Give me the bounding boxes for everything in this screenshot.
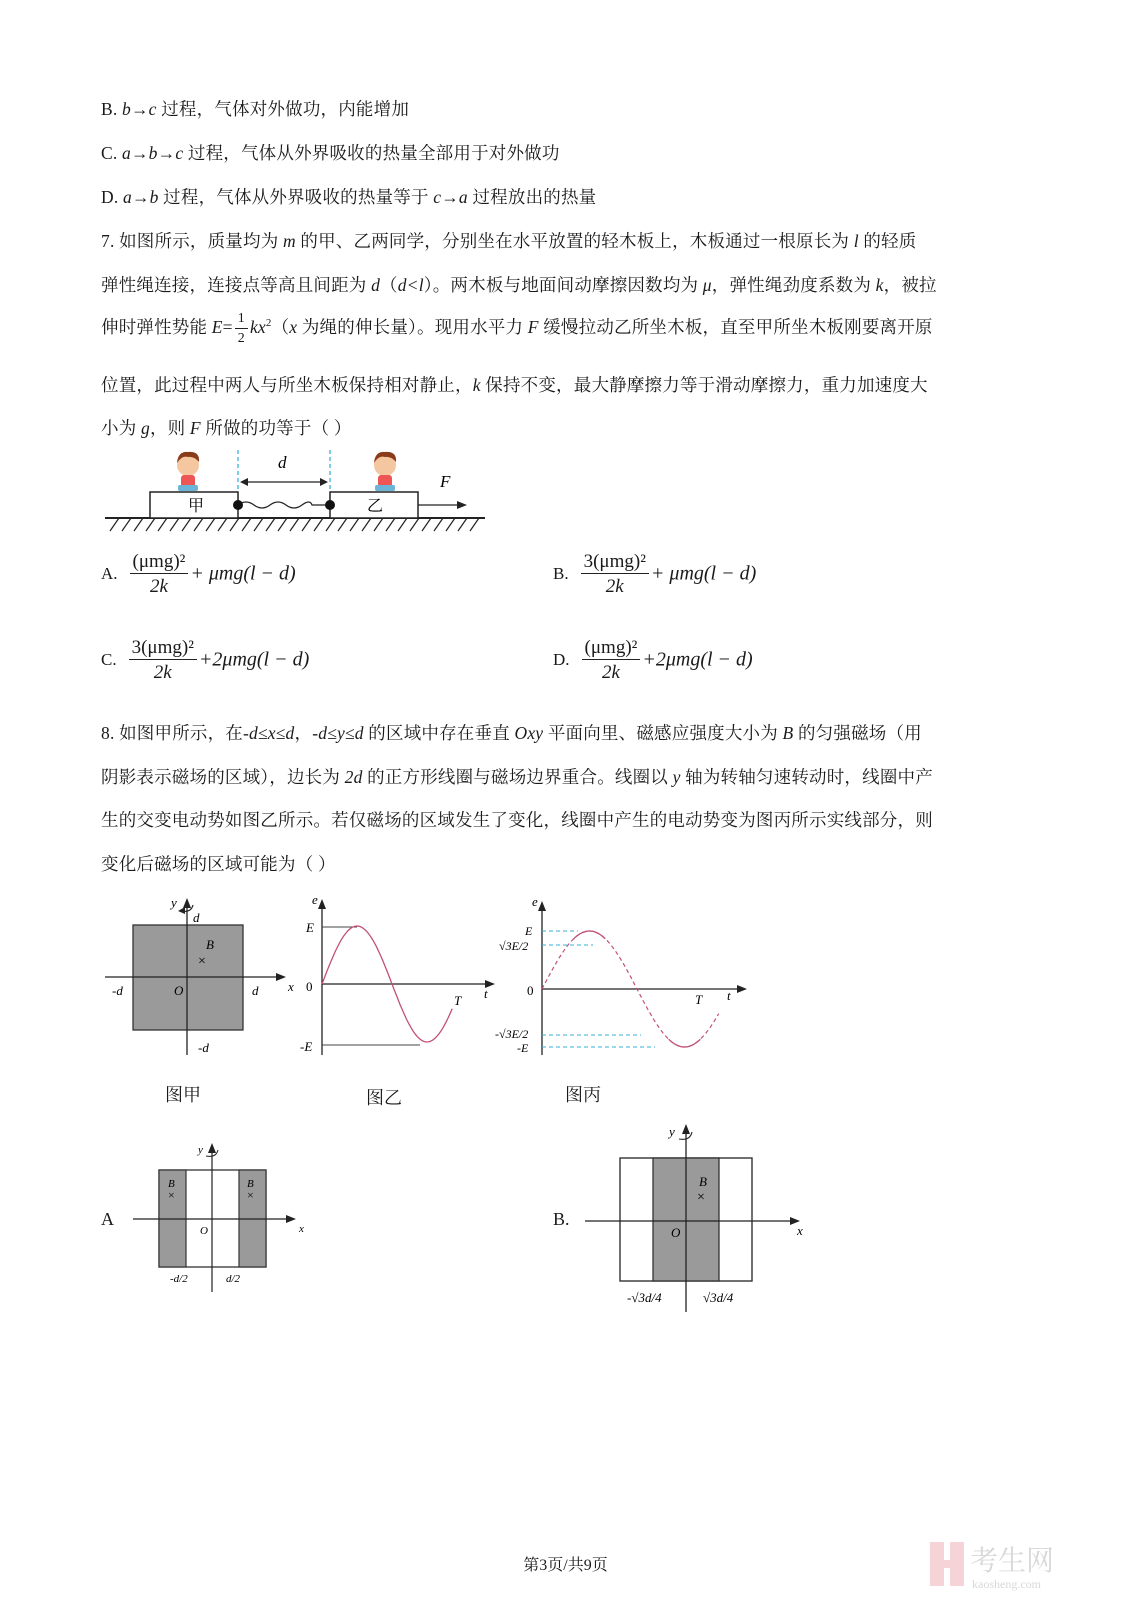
axis-y-label: y xyxy=(198,1144,203,1156)
text: 轴为转轴匀速转动时，线圈中产 xyxy=(680,767,933,787)
option-label: C. xyxy=(101,650,117,669)
axis-y-label: y xyxy=(171,895,177,910)
numerator: 3(μmg)² xyxy=(129,638,197,660)
watermark-logo xyxy=(930,1534,1110,1594)
process-expr: a→b→c xyxy=(122,143,184,163)
fraction xyxy=(130,552,189,596)
numerator: 1 xyxy=(235,312,248,329)
axis-x-label: x xyxy=(797,1223,803,1238)
tick-label: 0 xyxy=(306,979,313,994)
option-text: 过程，气体从外界吸收的热量等于 xyxy=(158,187,434,207)
var: F xyxy=(527,317,539,338)
page-number: 第3页/共9页 xyxy=(523,1557,608,1574)
option-label: D. xyxy=(553,650,570,669)
process-expr: c→a xyxy=(433,187,468,207)
text: ， xyxy=(294,723,313,743)
q7-stem-line3: 伸时弹性势能 E= $\frac{1}{2}$ $kx^2(x$ 为绳的伸长量）。现用水平力 F 缓慢拉动乙所坐木板，直至甲所坐木板刚要离开原 xyxy=(101,311,933,346)
option-tail: +2μmg(l − d) xyxy=(642,648,753,671)
tick-label: -√3E/2 xyxy=(495,1027,529,1041)
var: μ xyxy=(702,275,712,295)
var: l xyxy=(853,231,859,251)
q6-option-b xyxy=(101,96,409,121)
tick-label: √3d/4 xyxy=(703,1290,734,1305)
axis-x-label: x xyxy=(288,979,294,994)
text: 的甲、乙两同学，分别坐在水平放置的轻木板上，木板通过一根原长为 xyxy=(295,231,854,251)
tick-label: -E xyxy=(517,1041,529,1055)
var: F xyxy=(189,418,201,438)
var: 2d xyxy=(344,767,363,787)
joint-left xyxy=(233,500,243,510)
emf-curve-solid xyxy=(669,1039,701,1047)
numerator: (μmg)² xyxy=(130,552,189,574)
watermark-brand: 考生网 xyxy=(970,1546,1055,1577)
field-into-page-icon: × xyxy=(697,1190,705,1205)
denominator: 2 xyxy=(237,331,245,346)
tick-label: 0 xyxy=(527,983,534,998)
watermark-url: kaosheng.com xyxy=(972,1577,1041,1591)
text: 8. 如图甲所示，在 xyxy=(101,723,243,743)
student-yi-icon xyxy=(374,452,396,491)
emf-curve-solid xyxy=(574,931,606,939)
q6-option-c xyxy=(101,140,560,165)
axis-y-label: y xyxy=(669,1124,675,1139)
text: 弹性绳连接，连接点等高且间距为 xyxy=(101,275,372,295)
denominator: 2k xyxy=(149,576,168,597)
q8-option-b-figure xyxy=(585,1120,815,1315)
text: 平面向里、磁感应强度大小为 xyxy=(543,723,783,743)
force-label: F xyxy=(440,472,451,491)
text: 所做的功等于（ ） xyxy=(200,418,352,438)
tick-label: -√3d/4 xyxy=(627,1290,662,1305)
field-into-page-icon: × xyxy=(198,954,206,969)
text: 为绳的伸长量）。现用水平力 xyxy=(297,317,528,338)
exponent: 2 xyxy=(265,317,272,330)
tick-label: E xyxy=(306,920,314,935)
text: 位置，此过程中两人与所坐木板保持相对静止， xyxy=(101,375,473,395)
text: 缓慢拉动乙所坐木板，直至甲所坐木板刚要离开原 xyxy=(538,317,933,338)
q8-stem-line1 xyxy=(101,720,922,745)
option-text: 过程，气体从外界吸收的热量全部用于对外做功 xyxy=(183,143,560,163)
field-label: B xyxy=(206,937,214,952)
board-yi-label: 乙 xyxy=(367,498,384,515)
distance-label: d xyxy=(278,453,287,472)
q7-stem-line4 xyxy=(101,372,928,397)
tick-label: d/2 xyxy=(226,1273,241,1285)
var: g xyxy=(140,418,150,438)
text: ，则 xyxy=(149,418,190,438)
denominator: 2k xyxy=(153,662,172,683)
option-tail: + μmg(l − d) xyxy=(190,562,296,585)
axis-y-label: e xyxy=(532,895,538,909)
tick-label: T xyxy=(454,993,462,1008)
option-label: D. xyxy=(101,187,119,207)
tick-label: T xyxy=(695,992,703,1007)
fraction xyxy=(581,552,649,596)
var: -d≤y≤d xyxy=(312,723,364,743)
axis-y-label: e xyxy=(312,895,318,907)
option-label: C. xyxy=(101,143,118,163)
text: 的区域中存在垂直 xyxy=(363,723,515,743)
option-label: B. xyxy=(553,1209,570,1229)
var: y xyxy=(672,767,681,787)
var: k xyxy=(875,275,884,295)
text: 的匀强磁场（用 xyxy=(793,723,922,743)
q8-option-a-figure xyxy=(128,1140,318,1295)
student-jia-icon xyxy=(177,452,199,491)
option-tail: +2μmg(l − d) xyxy=(198,648,310,671)
var: x xyxy=(289,317,298,338)
text: 保持不变，最大静摩擦力等于滑动摩擦力，重力加速度大 xyxy=(480,375,928,395)
var: -d≤x≤d xyxy=(243,723,295,743)
figure-caption: 图丙 xyxy=(565,1085,601,1105)
denominator: 2k xyxy=(601,662,620,683)
q8-stem-line4 xyxy=(101,851,336,876)
text: ）。两木板与地面间动摩擦因数均为 xyxy=(423,275,703,295)
tick-label: -d xyxy=(198,1040,209,1055)
option-label: A. xyxy=(101,564,118,583)
option-label: A xyxy=(101,1209,114,1229)
var: k xyxy=(472,375,481,395)
field-into-page-icon: × xyxy=(168,1188,175,1202)
axis-x-label: x xyxy=(299,1223,304,1235)
elastic-rope xyxy=(238,502,330,508)
text: 7. 如图所示，质量均为 xyxy=(101,231,283,251)
field-label: B xyxy=(168,1178,175,1190)
process-expr: b→c xyxy=(122,99,157,119)
text: ，被拉 xyxy=(883,275,937,295)
text: ，弹性绳劲度系数为 xyxy=(711,275,876,295)
option-tail: + μmg(l − d) xyxy=(650,562,757,585)
tick-label: -d xyxy=(112,983,123,998)
axis-x-label: t xyxy=(727,988,731,1003)
q7-boards-figure xyxy=(100,445,490,535)
q7-option-b xyxy=(553,552,756,596)
q7-option-a xyxy=(101,552,296,596)
tick-label: d xyxy=(193,910,200,925)
q8-stem-line2 xyxy=(101,764,933,789)
var: m xyxy=(282,231,296,251)
q7-option-d xyxy=(553,638,753,682)
field-label: B xyxy=(247,1178,254,1190)
option-text: 过程放出的热量 xyxy=(467,187,597,207)
option-label: B. xyxy=(553,564,569,583)
q7-stem-line1 xyxy=(101,228,916,253)
text: （ xyxy=(271,317,290,338)
var: Oxy xyxy=(514,723,544,743)
numerator: 3(μmg)² xyxy=(581,552,649,574)
var: B xyxy=(782,723,794,743)
field-into-page-icon: × xyxy=(247,1188,254,1202)
fraction xyxy=(582,638,641,682)
field-label: B xyxy=(699,1174,707,1189)
option-label: B. xyxy=(101,99,118,119)
tick-label: d xyxy=(252,983,259,998)
figure-yi xyxy=(300,895,500,1065)
text: 变化后磁场的区域可能为（ ） xyxy=(101,854,336,874)
text: 的轻质 xyxy=(858,231,917,251)
figure-caption: 图甲 xyxy=(165,1085,201,1105)
board-jia-label: 甲 xyxy=(188,498,205,515)
axis-x-label: t xyxy=(484,986,488,1001)
var: d xyxy=(371,275,381,295)
figure-caption: 图乙 xyxy=(366,1088,402,1108)
brand-logo-icon xyxy=(930,1534,1110,1594)
origin-label: O xyxy=(200,1225,208,1237)
text: 伸时弹性势能 xyxy=(101,317,212,338)
origin-label: O xyxy=(671,1225,681,1240)
text: 生的交变电动势如图乙所示。若仅磁场的区域发生了变化，线圈中产生的电动势变为图丙所示实线部分，则 xyxy=(101,810,933,830)
process-expr: a→b xyxy=(123,187,159,207)
text: 阴影表示磁场的区域），边长为 xyxy=(101,767,345,787)
denominator: 2k xyxy=(605,576,624,597)
text: 小为 xyxy=(101,418,141,438)
tick-label: -E xyxy=(300,1039,313,1054)
tick-label: -d/2 xyxy=(170,1273,188,1285)
numerator: (μmg)² xyxy=(582,638,641,660)
tick-label: √3E/2 xyxy=(499,939,529,953)
text: 的正方形线圈与磁场边界重合。线圈以 xyxy=(362,767,673,787)
origin-label: O xyxy=(174,983,184,998)
q7-stem-line5 xyxy=(101,415,352,440)
figure-bing xyxy=(495,895,755,1065)
fraction-half xyxy=(235,312,248,346)
q6-option-d xyxy=(101,184,596,209)
var: kx xyxy=(249,317,266,338)
fraction xyxy=(129,638,197,682)
figure-jia xyxy=(100,895,300,1065)
ground-hatching xyxy=(105,518,485,531)
q7-option-c xyxy=(101,638,309,682)
q7-stem-line2 xyxy=(101,272,937,297)
joint-right xyxy=(325,500,335,510)
text: （ xyxy=(380,275,398,295)
tick-label: E xyxy=(525,924,533,938)
q8-stem-line3 xyxy=(101,807,933,832)
var: d<l xyxy=(397,275,424,295)
option-text: 过程，气体对外做功，内能增加 xyxy=(156,99,410,119)
